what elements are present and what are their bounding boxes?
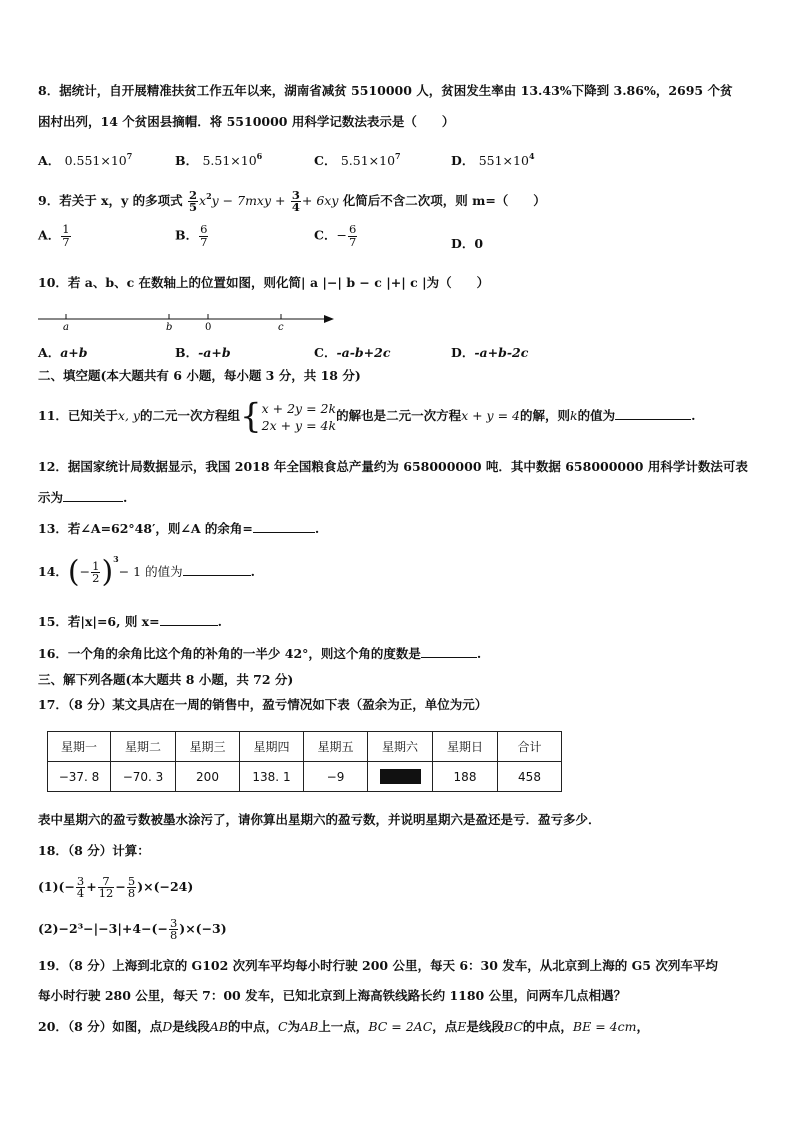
q12-line1: 12．据国家统计局数据显示，我国 2018 年全国粮食总产量约为 658000000 吨．其中数据 658000000 用科学计数法可表 — [38, 459, 748, 474]
q15-answer-blank[interactable] — [160, 613, 218, 626]
q17-stem: 17．（8 分）某文具店在一周的销售中，盈亏情况如下表（盈余为正，单位为元） — [38, 697, 488, 712]
table-header-cell: 星期四 — [240, 732, 304, 762]
q10-stem: 10．若 a、b、c 在数轴上的位置如图，则化简| a |−| b − c |+| c |为（ ） — [38, 275, 490, 290]
section-2-heading: 二、填空题(本大题共有 6 小题，每小题 3 分，共 18 分) — [38, 368, 361, 383]
q16-answer-blank[interactable] — [421, 645, 477, 658]
q11-answer-blank[interactable] — [615, 407, 691, 420]
q9-option-a: A． $\frac{1}{7}$ — [38, 222, 70, 249]
q9-option-c: C．− $\frac{6}{7}$ — [314, 222, 357, 249]
label-zero: 0 — [205, 322, 212, 332]
q8-option-a: A． $0.551\times 10^7$ — [38, 151, 133, 168]
q8-option-d: D． $551\times 10^4$ — [451, 151, 535, 168]
q14-stem: 14．(− $\frac{1}{2}$ )$^3$− 1 的值为 . — [38, 554, 255, 590]
q9-fraction-3-4: $\frac{3}{4}$ — [291, 187, 300, 214]
q18-title: 18．（8 分）计算： — [38, 843, 150, 858]
table-header-cell: 合计 — [498, 732, 562, 762]
q10-option-d: D．-a+b-2c — [451, 345, 529, 360]
q14-answer-blank[interactable] — [183, 563, 251, 576]
table-header-cell: 星期六 — [368, 732, 433, 762]
q8-option-c: C． $5.51\times 10^7$ — [314, 151, 401, 168]
table-cell: 200 — [176, 762, 240, 792]
q16-stem: 16．一个角的余角比这个角的补角的一半少 42°，则这个角的度数是 . — [38, 646, 482, 661]
q19-line1: 19．（8 分）上海到北京的 G102 次列车平均每小时行驶 200 公里，每天 6：30 发车，从北京到上海的 G5 次列车平均 — [38, 958, 718, 973]
q8-option-b: B． $5.51\times 10^6$ — [175, 151, 263, 168]
q20-line1: 20．（8 分）如图，点D是线段AB的中点，C为AB上一点，BC = 2AC，点E是线段BC的中点，BE = 4cm， — [38, 1019, 649, 1034]
table-cell: −70. 3 — [111, 762, 176, 792]
q11-stem: 11．已知关于x, y的二元一次方程组{x + 2y = 2k 2x + y = 4k的解也是二元一次方程x + y = 4的解，则k的值为 . — [38, 396, 696, 437]
table-header-cell: 星期一 — [48, 732, 111, 762]
table-row — [48, 762, 562, 792]
label-a: a — [63, 322, 69, 332]
q12-answer-blank[interactable] — [63, 489, 123, 502]
table-header-cell: 星期三 — [176, 732, 240, 762]
q18-part2: (2)−2³−|−3|+4−(− $\frac{3}{8}$ )×(−3) — [38, 915, 227, 942]
q10-option-a: A．a+b — [38, 345, 88, 360]
q8-line1: 8．据统计，自开展精准扶贫工作五年以来，湖南省减贫 5510000 人，贫困发生率由 13.43%下降到 3.86%，2695 个贫 — [38, 83, 733, 98]
q13-stem: 13．若∠A=62°48′，则∠A 的余角= . — [38, 521, 320, 536]
ink-smudged-cell — [368, 762, 433, 792]
q8-line2: 困村出列，14 个贫困县摘帽．将 5510000 用科学记数法表示是（ ） — [38, 114, 455, 129]
table-cell: 458 — [498, 762, 562, 792]
table-cell: 188 — [433, 762, 498, 792]
q10-option-b: B．-a+b — [175, 345, 231, 360]
number-line-arrow — [324, 315, 334, 323]
q19-line2: 每小时行驶 280 公里，每天 7：00 发车，已知北京到上海高铁线路长约 1180 公里，问两车几点相遇？ — [38, 988, 627, 1003]
q10-option-c: C．-a-b+2c — [314, 345, 391, 360]
q12-line2: 示为 . — [38, 490, 128, 505]
q13-answer-blank[interactable] — [253, 520, 315, 533]
table-header-cell: 星期二 — [111, 732, 176, 762]
q9-option-d: D．0 — [451, 236, 484, 251]
q9-option-b: B． $\frac{6}{7}$ — [175, 222, 208, 249]
table-header-cell: 星期五 — [304, 732, 368, 762]
table-header-row — [48, 732, 562, 762]
label-b: b — [166, 322, 173, 332]
table-cell: −37. 8 — [48, 762, 111, 792]
ink-smudge — [380, 769, 421, 784]
table-cell: −9 — [304, 762, 368, 792]
label-c: c — [278, 322, 284, 332]
q18-part1: (1)(− $\frac{3}{4}$ + $\frac{7}{12}$ − $\frac{5}{8}$ )×(−24) — [38, 873, 194, 900]
q9-fraction-2-5: $\frac{2}{5}$ — [188, 187, 197, 214]
table-header-cell: 星期日 — [433, 732, 498, 762]
q17-profit-table — [47, 731, 562, 792]
q15-stem: 15．若|x|=6, 则 x= . — [38, 614, 222, 629]
table-cell: 138. 1 — [240, 762, 304, 792]
q11-equation-system: x + 2y = 2k 2x + y = 4k — [261, 400, 337, 433]
section-3-heading: 三、解下列各题(本大题共 8 小题，共 72 分) — [38, 672, 294, 687]
q17-instruction: 表中星期六的盈亏数被墨水涂污了，请你算出星期六的盈亏数，并说明星期六是盈还是亏．盈亏多少． — [38, 812, 601, 827]
q9-stem: 9．若关于 x，y 的多项式 $\frac{2}{5}$ $x^2y - 7mxy$ + $\frac{3}{4}$ + 6xy 化简后不含二次项，则 m=（ ） — [38, 187, 546, 214]
number-line-figure — [36, 308, 336, 332]
q14-fraction-1-2: $\frac{1}{2}$ — [92, 558, 100, 585]
